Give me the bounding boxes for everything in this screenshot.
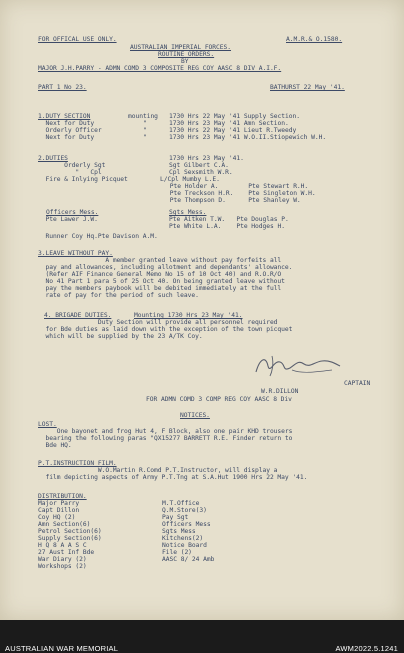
duty-row-label: Next for Duty <box>38 134 95 141</box>
duty-row-label: Next for Duty <box>38 120 95 127</box>
header-issuer: MAJOR J.H.PARRY - ADMN COMD 3 COMPOSITE REG COY AASC 8 DIV A.I.F. <box>38 65 282 72</box>
pt-text: film depicting aspects of Army P.T.Tng at S.A.Hut 1900 Hrs 22 May '41. <box>38 474 308 481</box>
mess-name: Pte Aitken T.W. Pte Douglas P. <box>169 216 289 223</box>
officers-mess-heading: Officers Mess. <box>46 209 99 216</box>
distribution-item: AASC 8/ 24 Amb <box>162 556 215 563</box>
leave-heading: 3.LEAVE WITHOUT PAY. <box>38 250 113 257</box>
distribution-heading: DISTRIBUTION. <box>38 493 87 500</box>
leave-text: pay the members paybook will be debited immediately at the full <box>38 285 282 292</box>
brigade-text: Duty Section will provide all personnel required <box>38 319 278 326</box>
duty-row-text: 1730 Hrs 23 May '41 W.O.II.Stiopewich W.H. <box>169 134 327 141</box>
duties-name: Pte Treckson H.R. Pte Singleton W.H. <box>166 190 316 197</box>
duty-row-label: Orderly Officer <box>38 127 102 134</box>
distribution-item: M.T.Office <box>162 500 200 507</box>
distribution-item: H Q 8 A A S C <box>38 542 87 549</box>
mess-name: Pte Lawer J.W. <box>38 216 98 223</box>
duty-row-mount: mounting <box>128 113 158 120</box>
header-by: BY <box>181 58 189 65</box>
header-subtitle: ROUTINE ORDERS. <box>158 51 215 58</box>
distribution-item: File (2) <box>162 549 192 556</box>
distribution-item: War Diary (2) <box>38 556 87 563</box>
footer-institution: AUSTRALIAN WAR MEMORIAL <box>5 644 119 653</box>
brigade-mounting: Mounting 1730 Hrs 23 May '41. <box>134 312 243 319</box>
leave-text: (Refer AIF Finance General Memo No 15 of 10 Oct 40) and R.O.R/O <box>38 271 282 278</box>
notices-heading: NOTICES. <box>180 412 210 419</box>
lost-text: bearing the following paras "QX15277 BARRETT R.E. Finder return to <box>38 435 293 442</box>
duties-name: L/Cpl Mumby L.E. <box>160 176 220 183</box>
distribution-item: Petrol Section(6) <box>38 528 102 535</box>
pt-heading: P.T.INSTRUCTION FILM. <box>38 460 117 467</box>
distribution-item: Capt Dillon <box>38 507 80 514</box>
archive-footer <box>0 620 404 653</box>
handwritten-signature <box>252 352 344 378</box>
leave-text: pay and allowances, including allotment and dependants' allowance. <box>38 264 293 271</box>
distribution-item: Coy HQ (2) <box>38 514 76 521</box>
duties-label: Orderly Sgt <box>38 162 106 169</box>
sgts-mess-heading: Sgts Mess. <box>169 209 207 216</box>
pt-text: W.O.Martin R.Comd P.T.Instructor, will display a <box>38 467 278 474</box>
duty-row-label: 1.DUTY SECTION <box>38 113 91 120</box>
duties-name: Pte Holder A. Pte Stewart R.H. <box>166 183 309 190</box>
distribution-item: Supply Section(6) <box>38 535 102 542</box>
duty-row-text: 1730 Hrs 22 May '41 Supply Section. <box>169 113 300 120</box>
brigade-heading: 4. BRIGADE DUTIES. <box>44 312 112 319</box>
part-number: PART 1 No 23. <box>38 84 87 91</box>
duty-row-mount: " <box>128 127 147 134</box>
distribution-item: Notice Board <box>162 542 207 549</box>
duties-label: " Cpl <box>38 169 102 176</box>
duty-row-text: 1730 Hrs 22 May '41 Lieut R.Tweedy <box>169 127 297 134</box>
runner-line: Runner Coy Hq.Pte Davison A.M. <box>38 233 158 240</box>
distribution-item: Officers Mess <box>162 521 211 528</box>
distribution-item: Sgts Mess <box>162 528 196 535</box>
duty-row-text: 1730 Hrs 23 May '41 Amn Section. <box>169 120 289 127</box>
duties-heading: 2.DUTIES <box>38 155 68 162</box>
duties-name: Sgt Gilbert C.A. <box>169 162 229 169</box>
place-date: BATHURST 22 May '41. <box>270 84 345 91</box>
header-reference: A.M.R.& O.1580. <box>286 36 343 43</box>
duties-label: Fire & Inlying Picquet <box>38 176 128 183</box>
lost-heading: LOST. <box>38 421 57 428</box>
leave-text: No 41 Part 1 para 5 of 25 Oct 40. On being granted leave without <box>38 278 285 285</box>
duty-row-mount: " <box>128 134 147 141</box>
distribution-item: Kitchens(2) <box>162 535 204 542</box>
signoff-rank: CAPTAIN <box>344 380 371 387</box>
signoff-name: W.R.DILLON <box>261 388 299 395</box>
header-title: AUSTRALIAN IMPERIAL FORCES. <box>130 44 232 51</box>
distribution-item: Amn Section(6) <box>38 521 91 528</box>
brigade-text: which will be supplied by the 23 A/TK Coy. <box>38 333 203 340</box>
brigade-text: for Bde duties as laid down with the exception of the town picquet <box>38 326 293 333</box>
distribution-item: Pay Sgt <box>162 514 189 521</box>
signoff-for: FOR ADMN COMD 3 COMP REG COY AASC 8 Div <box>146 396 292 403</box>
header-restriction: FOR OFFICAL USE ONLY. <box>38 36 117 43</box>
lost-text: One bayonet and frog Hut 4, F Block, also one pair KHD trousers <box>38 428 293 435</box>
duties-name: Pte Thompson D. Pte Shanley W. <box>166 197 301 204</box>
distribution-item: Workshops (2) <box>38 563 87 570</box>
footer-accession-number: AWM2022.5.1241 <box>335 644 398 653</box>
duties-mounting: 1730 Hrs 23 May '41. <box>169 155 244 162</box>
leave-text: rate of pay for the period of such leave. <box>38 292 199 299</box>
mess-name: Pte White L.A. Pte Hodges H. <box>169 223 285 230</box>
duties-name: Cpl Sexsmith W.R. <box>169 169 233 176</box>
lost-text: Bde HQ. <box>38 442 72 449</box>
distribution-item: Major Parry <box>38 500 80 507</box>
distribution-item: Q.M.Store(3) <box>162 507 207 514</box>
duty-row-mount: " <box>128 120 147 127</box>
leave-text: A member granted leave without pay forfeits all <box>38 257 282 264</box>
distribution-item: 27 Aust Inf Bde <box>38 549 95 556</box>
